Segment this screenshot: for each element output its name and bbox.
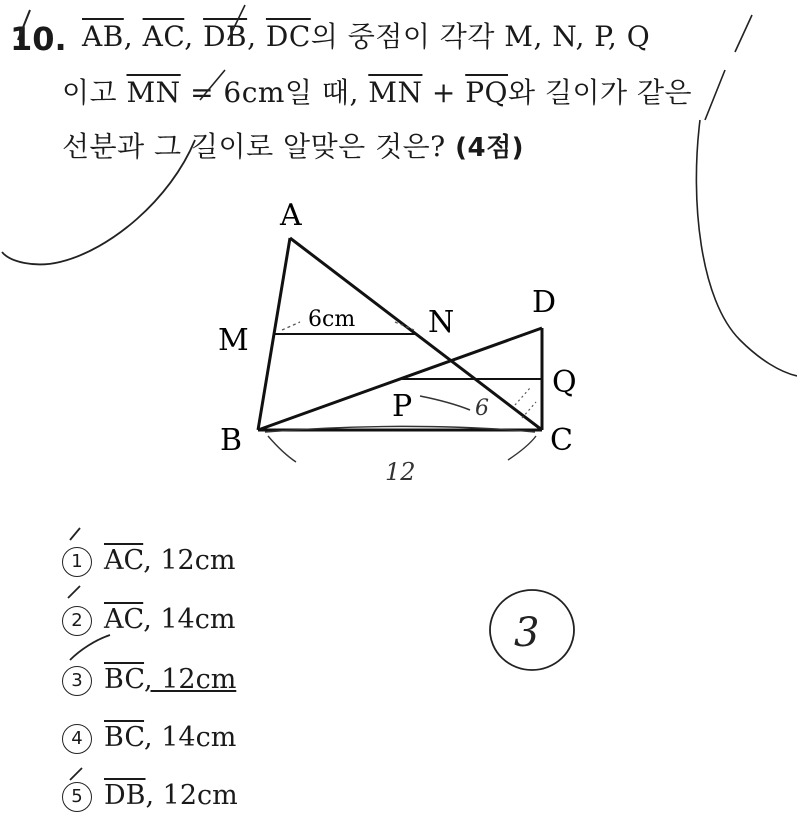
- label-q: Q: [552, 365, 577, 400]
- handwritten-answer: 3: [514, 610, 540, 656]
- check-mark-option-3: [70, 635, 110, 660]
- segment-db: $\overline{DB}$: [203, 20, 248, 53]
- question-number: 10.: [10, 20, 67, 58]
- check-mark-option-2: [68, 586, 80, 598]
- option-2-mark: 2: [62, 606, 92, 636]
- option-1-mark: 1: [62, 547, 92, 577]
- segment-ab: $\overline{AB}$: [82, 20, 124, 53]
- label-c: C: [550, 423, 573, 458]
- segment-ac: $\overline{AC}$: [142, 20, 185, 53]
- option-3-mark: 3: [62, 666, 92, 696]
- option-5-value: , 12cm: [145, 780, 238, 811]
- label-b: B: [220, 423, 243, 458]
- label-m: M: [218, 323, 249, 358]
- label-n: N: [428, 305, 455, 340]
- option-1-segment: $\overline{AC}$: [104, 545, 144, 576]
- question-line-2: 이고 $\overline{MN} = 6cm$일 때, $\overline{MN} + \overline{PQ}$와 길이가 같은: [62, 76, 693, 109]
- option-2-segment: $\overline{AC}$: [104, 604, 144, 635]
- question-line-2-rest: 와 길이가 같은: [508, 76, 693, 109]
- option-3-value: , 12cm: [144, 664, 237, 695]
- mn-length-label: 6cm: [308, 307, 356, 332]
- option-4-segment: $\overline{BC}$: [104, 722, 145, 753]
- segment-dc: $\overline{DC}$: [265, 20, 311, 53]
- check-mark-option-5: [70, 768, 82, 780]
- segment-mn: $\overline{MN}$: [126, 76, 181, 109]
- option-2-value: , 14cm: [143, 604, 236, 635]
- option-1-value: , 12cm: [143, 545, 236, 576]
- check-mark-option-1: [70, 528, 80, 540]
- hand-pq-value: 6: [475, 396, 489, 421]
- question-line-1: $\overline{AB}$, $\overline{AC}$, $\overline{DB}$, $\overline{DC}$의 중점이 각각 M, N, P, Q: [82, 20, 651, 53]
- option-4-mark: 4: [62, 724, 92, 754]
- option-5-mark: 5: [62, 782, 92, 812]
- option-5-segment: $\overline{DB}$: [104, 780, 146, 811]
- label-p: P: [392, 389, 413, 424]
- question-line-3-text: 선분과 그 길이로 알맞은 것은?: [62, 130, 456, 163]
- label-a: A: [280, 198, 302, 233]
- option-3-segment: $\overline{BC}$: [104, 664, 145, 695]
- segment-pq: $\overline{PQ}$: [465, 76, 509, 109]
- hand-bc-value: 12: [385, 458, 416, 486]
- question-line-1-rest: 의 중점이 각각 M, N, P, Q: [310, 20, 651, 53]
- option-4-value: , 14cm: [144, 722, 237, 753]
- label-d: D: [532, 285, 557, 320]
- segment-mn-sum: $\overline{MN}$: [368, 76, 423, 109]
- points-label: (4점): [455, 133, 525, 163]
